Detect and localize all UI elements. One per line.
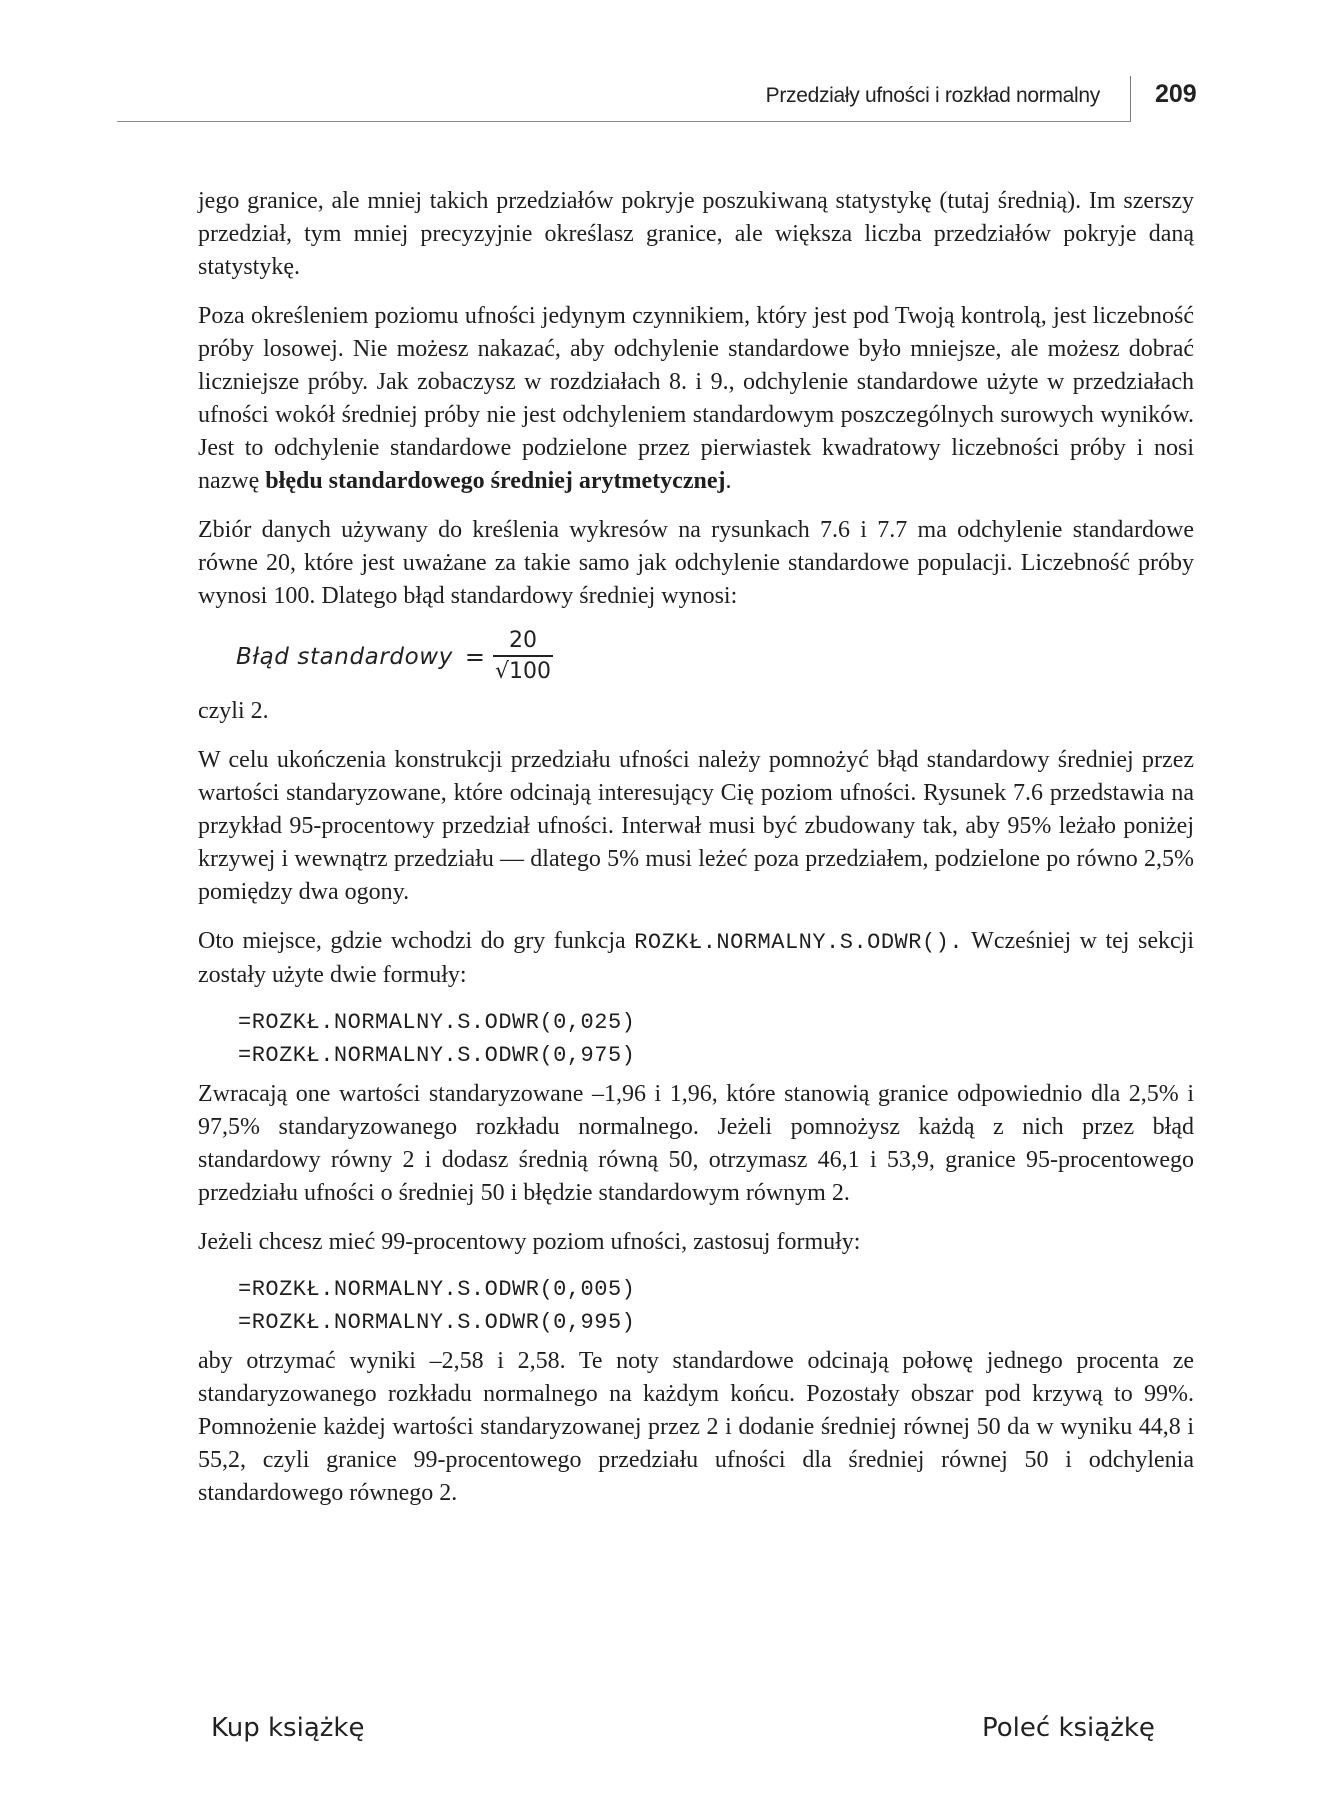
paragraph-6-text: Oto miejsce, gdzie wchodzi do gry funkcja — [198, 927, 635, 954]
header-rule — [117, 121, 1131, 122]
formula-equals: = — [464, 642, 486, 671]
paragraph-4: czyli 2. — [198, 697, 269, 724]
paragraph-8: Jeżeli chcesz mieć 99-procentowy poziom ufności, zastosuj formuły: — [198, 1228, 861, 1255]
formula-label: Błąd standardowy — [236, 643, 453, 670]
function-name: ROZKŁ.NORMALNY.S.ODWR(). — [634, 929, 964, 955]
header-separator — [1130, 76, 1131, 122]
paragraph-6 — [198, 925, 1194, 992]
paragraph-7: Zwracają one wartości standaryzowane –1,96 i 1,96, które stanowią granice odpowiednio dla 2,5% i 97,5% standaryzowanego rozkładu normalnego. Jeżeli pomnożysz każdą z nich przez błąd standardowy równy 2 i dodasz średnią równą 50, otrzymasz 46,1 i 53,9, granice 95-procentowego przedziału ufności o średniej 50 i błędzie standardowym równym 2. — [198, 1080, 1194, 1206]
term-standard-error-of-mean: błędu standardowego średniej arytmetycznej — [265, 468, 726, 494]
code-block-1 — [238, 1006, 1194, 1072]
formula-denominator: √100 — [495, 658, 552, 684]
chapter-title: Przedziały ufności i rozkład normalny — [765, 84, 1100, 107]
paragraph-2 — [198, 300, 1194, 498]
recommend-book-link[interactable]: Poleć książkę — [982, 1713, 1155, 1743]
paragraph-2-end: . — [725, 468, 732, 494]
paragraph-5: W celu ukończenia konstrukcji przedziału ufności należy pomnożyć błąd standardowy średniej przez wartości standaryzowane, które odcinają interesujący Cię poziom ufności. Rysunek 7.6 przedstawia na przykład 95-procentowy przedział ufności. Interwał musi być zbudowany tak, aby 95% leżało poniżej krzywej i wewnątrz przedziału — dlatego 5% musi leżeć poza przedziałem, podzielone po równo 2,5% pomiędzy dwa ogony. — [198, 746, 1194, 905]
paragraph-1: jego granice, ale mniej takich przedziałów pokryje poszukiwaną statystykę (tutaj średnią). Im szerszy przedział, tym mniej precyzyjnie określasz granice, ale większa liczba przedziałów pokryje daną statystykę. — [198, 188, 1194, 280]
page-number: 209 — [1155, 80, 1197, 108]
paragraph-6-end: Wcześniej w tej sekcji zostały użyte dwie formuły: — [198, 927, 1194, 988]
paragraph-2-text: Poza określeniem poziomu ufności jedynym czynnikiem, który jest pod Twoją kontrolą, jest liczebność próby losowej. Nie możesz nakazać, aby odchylenie standardowe było mniejsze, ale możesz dobrać liczniejsze próby. Jak zobaczysz w rozdziałach 8. i 9., odchylenie standardowe użyte w przedziałach ufności wokół średniej próby nie jest odchyleniem standardowym poszczególnych surowych wyników. Jest to odchylenie standardowe podzielone przez pierwiastek kwadratowy liczebności próby i nosi nazwę — [198, 303, 1194, 494]
buy-book-link[interactable]: Kup książkę — [211, 1713, 365, 1743]
code-block-2 — [238, 1273, 1194, 1339]
paragraph-3: Zbiór danych używany do kreślenia wykresów na rysunkach 7.6 i 7.7 ma odchylenie standardowe równe 20, które jest uważane za takie samo jak odchylenie standardowe populacji. Liczebność próby wynosi 100. Dlatego błąd standardowy średniej wynosi: — [198, 517, 1194, 609]
standard-error-formula — [236, 627, 1194, 687]
code-line: =ROZKŁ.NORMALNY.S.ODWR(0,975) — [238, 1042, 636, 1068]
paragraph-9: aby otrzymać wyniki –2,58 i 2,58. Te noty standardowe odcinają połowę jednego procenta ze standaryzowanego rozkładu normalnego na każdym końcu. Pozostały obszar pod krzywą to 99%. Pomnożenie każdej wartości standaryzowanej przez 2 i dodanie średniej równej 50 da w wyniku 44,8 i 55,2, czyli granice 99-procentowego przedziału ufności dla średniej równej 50 i odchylenia standardowego równego 2. — [198, 1347, 1194, 1506]
formula-fraction — [493, 627, 553, 687]
page-body — [198, 185, 1194, 1526]
formula-numerator: 20 — [509, 628, 538, 653]
code-line: =ROZKŁ.NORMALNY.S.ODWR(0,025) — [238, 1009, 636, 1035]
code-line: =ROZKŁ.NORMALNY.S.ODWR(0,995) — [238, 1309, 636, 1335]
code-line: =ROZKŁ.NORMALNY.S.ODWR(0,005) — [238, 1276, 636, 1302]
